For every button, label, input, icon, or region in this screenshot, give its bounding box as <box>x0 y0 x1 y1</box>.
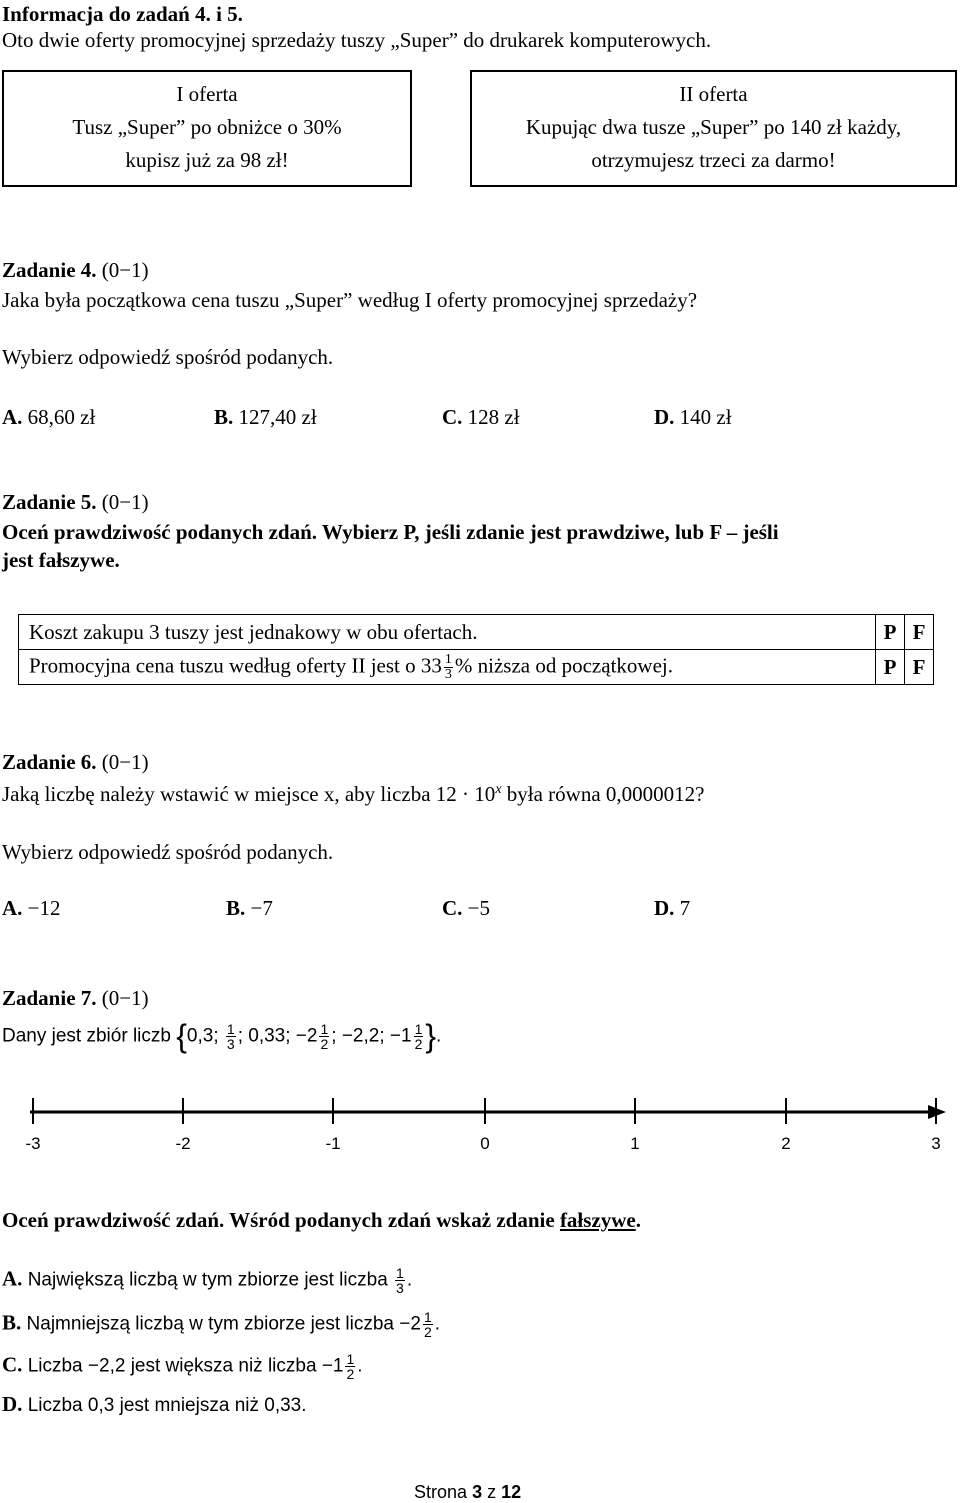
number-line-label: 0 <box>480 1134 490 1153</box>
task7-option-a[interactable]: A. Największą liczbą w tym zbiorze jest liczba $\frac{1}{3}$ . <box>2 1265 413 1296</box>
task4-option-c[interactable] <box>442 405 520 430</box>
table-row <box>19 650 934 685</box>
task5-heading <box>2 490 149 515</box>
task6-option-b[interactable]: B. −7 <box>226 896 273 920</box>
task7-option-c[interactable]: C. Liczba −2,2 jest większa niż liczba −1 $\frac{1}{2}$ . <box>2 1351 363 1382</box>
number-line-tick <box>32 1098 34 1124</box>
statement-text: % niższa od początkowej. <box>454 652 673 677</box>
task7-option-d[interactable]: D. Liczba 0,3 jest mniejsza niż 0,33. <box>2 1392 307 1416</box>
option-letter: A. <box>2 405 23 429</box>
option-letter: B. <box>214 405 234 429</box>
task4-option-a[interactable] <box>2 405 95 430</box>
number-line-tick <box>182 1098 184 1124</box>
option-text: 68,60 zł <box>27 405 96 429</box>
true-option[interactable]: P <box>876 615 905 650</box>
right-brace: } <box>425 1018 437 1054</box>
offer-2-line1: II oferta <box>679 82 748 106</box>
task6-points: (0−1) <box>101 750 149 774</box>
offer-1-box <box>2 70 412 187</box>
task6-option-a[interactable]: A. −12 <box>2 896 61 920</box>
number-line-label: 3 <box>931 1134 941 1153</box>
table-row <box>19 615 934 650</box>
task5-title: Zadanie 5. <box>2 490 97 514</box>
task4-title: Zadanie 4. <box>2 258 97 282</box>
option-text: 128 zł <box>467 405 520 429</box>
number-line-tick <box>785 1098 787 1124</box>
task5-instruction-1: Oceń prawdziwość podanych zdań. Wybierz P, jeśli zdanie jest prawdziwe, lub F – jeśli <box>2 520 779 544</box>
task7-set: Dany jest zbiór liczb {0,3; $\frac{1}{3}$ ; 0,33; −2 $\frac{1}{2}$ ; −2,2; −1 $\frac{1}{2}$ }. <box>2 1018 442 1054</box>
offer-2-box <box>470 70 957 187</box>
option-text: 127,40 zł <box>238 405 317 429</box>
task7-title: Zadanie 7. <box>2 986 97 1010</box>
task7-points: (0−1) <box>101 986 149 1010</box>
false-option[interactable]: F <box>905 615 934 650</box>
task4-question: Jaka była początkowa cena tuszu „Super” według I oferty promocyjnej sprzedaży? <box>2 288 698 312</box>
false-option[interactable]: F <box>905 650 934 685</box>
task6-question: Jaką liczbę należy wstawić w miejsce x, aby liczba $12 \cdot 10^x$ była równa 0,0000012? <box>2 782 705 806</box>
number-line-label: -2 <box>175 1134 191 1153</box>
number-line-label: -1 <box>325 1134 341 1153</box>
offer-1-line2: Tusz „Super” po obniżce o 30% <box>72 115 342 139</box>
statement-2 <box>19 650 876 685</box>
task5-instruction-2: jest fałszywe. <box>2 548 120 572</box>
task4-instruction: Wybierz odpowiedź spośród podanych. <box>2 345 334 369</box>
arrow-head-icon <box>928 1105 946 1119</box>
number-line-tick <box>484 1098 486 1124</box>
option-letter: C. <box>442 405 463 429</box>
task7-option-b[interactable]: B. Najmniejszą liczbą w tym zbiorze jest liczba −2 $\frac{1}{2}$ . <box>2 1309 441 1340</box>
task4-heading <box>2 258 149 283</box>
task7-heading <box>2 986 149 1011</box>
task4-option-b[interactable] <box>214 405 317 430</box>
number-line-label: 1 <box>630 1134 640 1153</box>
fraction: $\frac{1}{3}$ <box>444 651 452 682</box>
task6-option-c[interactable]: C. −5 <box>442 896 491 920</box>
task6-heading <box>2 750 149 775</box>
task7-instruction: Oceń prawdziwość zdań. Wśród podanych zdań wskaż zdanie fałszywe. <box>2 1208 641 1232</box>
task6-instruction: Wybierz odpowiedź spośród podanych. <box>2 840 334 864</box>
task4-points: (0−1) <box>101 258 149 282</box>
task4-option-d[interactable] <box>654 405 732 430</box>
offer-2-line3: otrzymujesz trzeci za darmo! <box>591 148 836 172</box>
info-intro: Oto dwie oferty promocyjnej sprzedaży tuszy „Super” do drukarek komputerowych. <box>2 28 712 52</box>
true-option[interactable]: P <box>876 650 905 685</box>
offer-1-line3: kupisz już za 98 zł! <box>125 148 289 172</box>
option-text: 140 zł <box>679 405 732 429</box>
number-line-label: 2 <box>781 1134 791 1153</box>
offer-2-line2: Kupując dwa tusze „Super” po 140 zł każdy, <box>525 115 902 139</box>
statement-text: Promocyjna cena tuszu według oferty II jest o 33 <box>29 652 442 677</box>
task6-title: Zadanie 6. <box>2 750 97 774</box>
task6-option-d[interactable]: D. 7 <box>654 896 691 920</box>
statement-1: Koszt zakupu 3 tuszy jest jednakowy w obu ofertach. <box>19 615 876 650</box>
offer-1-line1: I oferta <box>176 82 238 106</box>
task5-points: (0−1) <box>101 490 149 514</box>
number-line-tick <box>332 1098 334 1124</box>
page-footer: Strona 3 z 12 <box>414 1482 522 1502</box>
left-brace: { <box>176 1018 187 1054</box>
true-false-table <box>18 614 934 685</box>
number-line-tick <box>634 1098 636 1124</box>
option-letter: D. <box>654 405 675 429</box>
number-line-tick <box>935 1098 937 1124</box>
number-line-label: -3 <box>25 1134 41 1153</box>
info-title: Informacja do zadań 4. i 5. <box>2 2 243 26</box>
